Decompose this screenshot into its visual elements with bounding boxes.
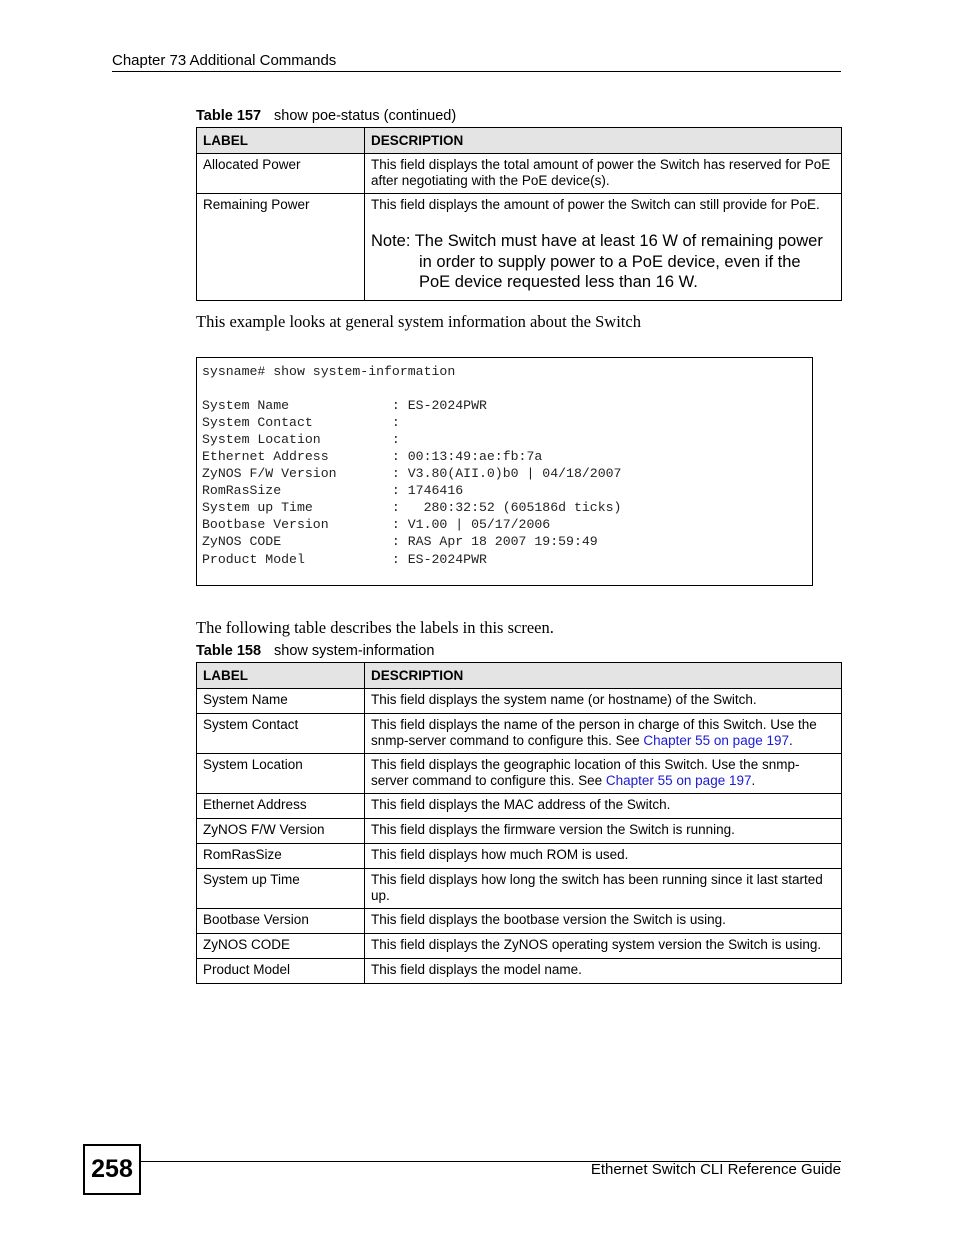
header-rule — [112, 71, 841, 72]
row-description: This field displays how long the switch has been running since it last started up. — [365, 869, 842, 909]
row-label: RomRasSize — [197, 844, 365, 869]
following-paragraph: The following table describes the labels in this screen. — [196, 618, 554, 637]
code-example-box — [196, 357, 813, 586]
table-row — [197, 714, 842, 754]
row-description-text: This field displays the amount of power the Switch can still provide for PoE. — [371, 197, 820, 212]
guide-title: Ethernet Switch CLI Reference Guide — [590, 1161, 841, 1178]
table157-number: Table 157 — [196, 108, 262, 124]
table158-caption — [196, 643, 434, 659]
row-description: This field displays the bootbase version the Switch is using. — [365, 909, 842, 934]
chapter-link[interactable]: Chapter 55 on page 197 — [643, 733, 789, 748]
table-row — [197, 819, 842, 844]
table158 — [196, 662, 842, 984]
row-description — [365, 714, 842, 754]
row-label: System Location — [197, 754, 365, 794]
table-row — [197, 689, 842, 714]
table-row — [197, 154, 842, 194]
row-label: Allocated Power — [197, 154, 365, 194]
table-row — [197, 844, 842, 869]
row-description: This field displays the model name. — [365, 959, 842, 984]
chapter-link[interactable]: Chapter 55 on page 197 — [605, 773, 752, 788]
row-label: System up Time — [197, 869, 365, 909]
code-example: sysname# show system-information System Name : ES-2024PWR System Contact : System Location : Ethernet Address : 00:13:49:ae:fb:7a ZyNOS F/W Version : V3.80(AII.0)b0 | 04/18/2007 RomRasSize : 1746416 System up Time : 280:32:52 (605186d ticks) Bootbase Version : V1.00 | 05/17/2006 ZyNOS CODE : RAS Apr 18 2007 19:59:49 Product Model : ES-2024PWR — [202, 364, 622, 567]
row-description: This field displays the ZyNOS operating system version the Switch is using. — [365, 934, 842, 959]
table-row — [197, 869, 842, 909]
row-description: This field displays the system name (or hostname) of the Switch. — [365, 689, 842, 714]
table-row — [197, 909, 842, 934]
row-description: This field displays the firmware version the Switch is running. — [365, 819, 842, 844]
table-row — [197, 934, 842, 959]
table-row — [197, 194, 842, 301]
chapter-title: Chapter 73 Additional Commands — [112, 52, 337, 69]
page-number: 258 — [91, 1155, 133, 1183]
row-description: This field displays the total amount of power the Switch has reserved for PoE after negotiating with the PoE device(s). — [365, 154, 842, 194]
table157 — [196, 127, 842, 301]
row-label: Remaining Power — [197, 194, 365, 301]
row-description — [365, 194, 842, 301]
table158-title: show system-information — [274, 643, 435, 659]
row-label: Ethernet Address — [197, 794, 365, 819]
page-number-box — [83, 1144, 141, 1195]
row-description-text: This field displays the geographic location of this Switch. Use the snmp-server command to configure this. See — [371, 757, 800, 788]
table158-number: Table 158 — [196, 643, 262, 659]
row-label: ZyNOS F/W Version — [197, 819, 365, 844]
table-row — [197, 794, 842, 819]
row-description — [365, 754, 842, 794]
row-description-end: . — [751, 773, 756, 788]
row-description-text: This field displays the name of the person in charge of this Switch. Use the snmp-server command to configure this. See — [371, 717, 817, 748]
table-header-row — [197, 663, 842, 689]
table-row — [197, 754, 842, 794]
note-text: Note: The Switch must have at least 16 W of remaining power in order to supply power to a PoE device, even if the PoE device requested less than 16 W. — [371, 232, 823, 291]
row-label: ZyNOS CODE — [197, 934, 365, 959]
row-description-end: . — [789, 733, 793, 748]
column-header-label: LABEL — [197, 128, 365, 154]
row-description: This field displays the MAC address of the Switch. — [365, 794, 842, 819]
table-row — [197, 959, 842, 984]
intro-paragraph: This example looks at general system information about the Switch — [196, 312, 641, 331]
column-header-label: LABEL — [197, 663, 365, 689]
row-label: System Contact — [197, 714, 365, 754]
row-label: Bootbase Version — [197, 909, 365, 934]
row-label: System Name — [197, 689, 365, 714]
column-header-description: DESCRIPTION — [365, 663, 842, 689]
row-label: Product Model — [197, 959, 365, 984]
table157-title: show poe-status (continued) — [274, 108, 457, 124]
table157-caption — [196, 108, 456, 124]
row-description: This field displays how much ROM is used. — [365, 844, 842, 869]
table-header-row — [197, 128, 842, 154]
column-header-description: DESCRIPTION — [365, 128, 842, 154]
